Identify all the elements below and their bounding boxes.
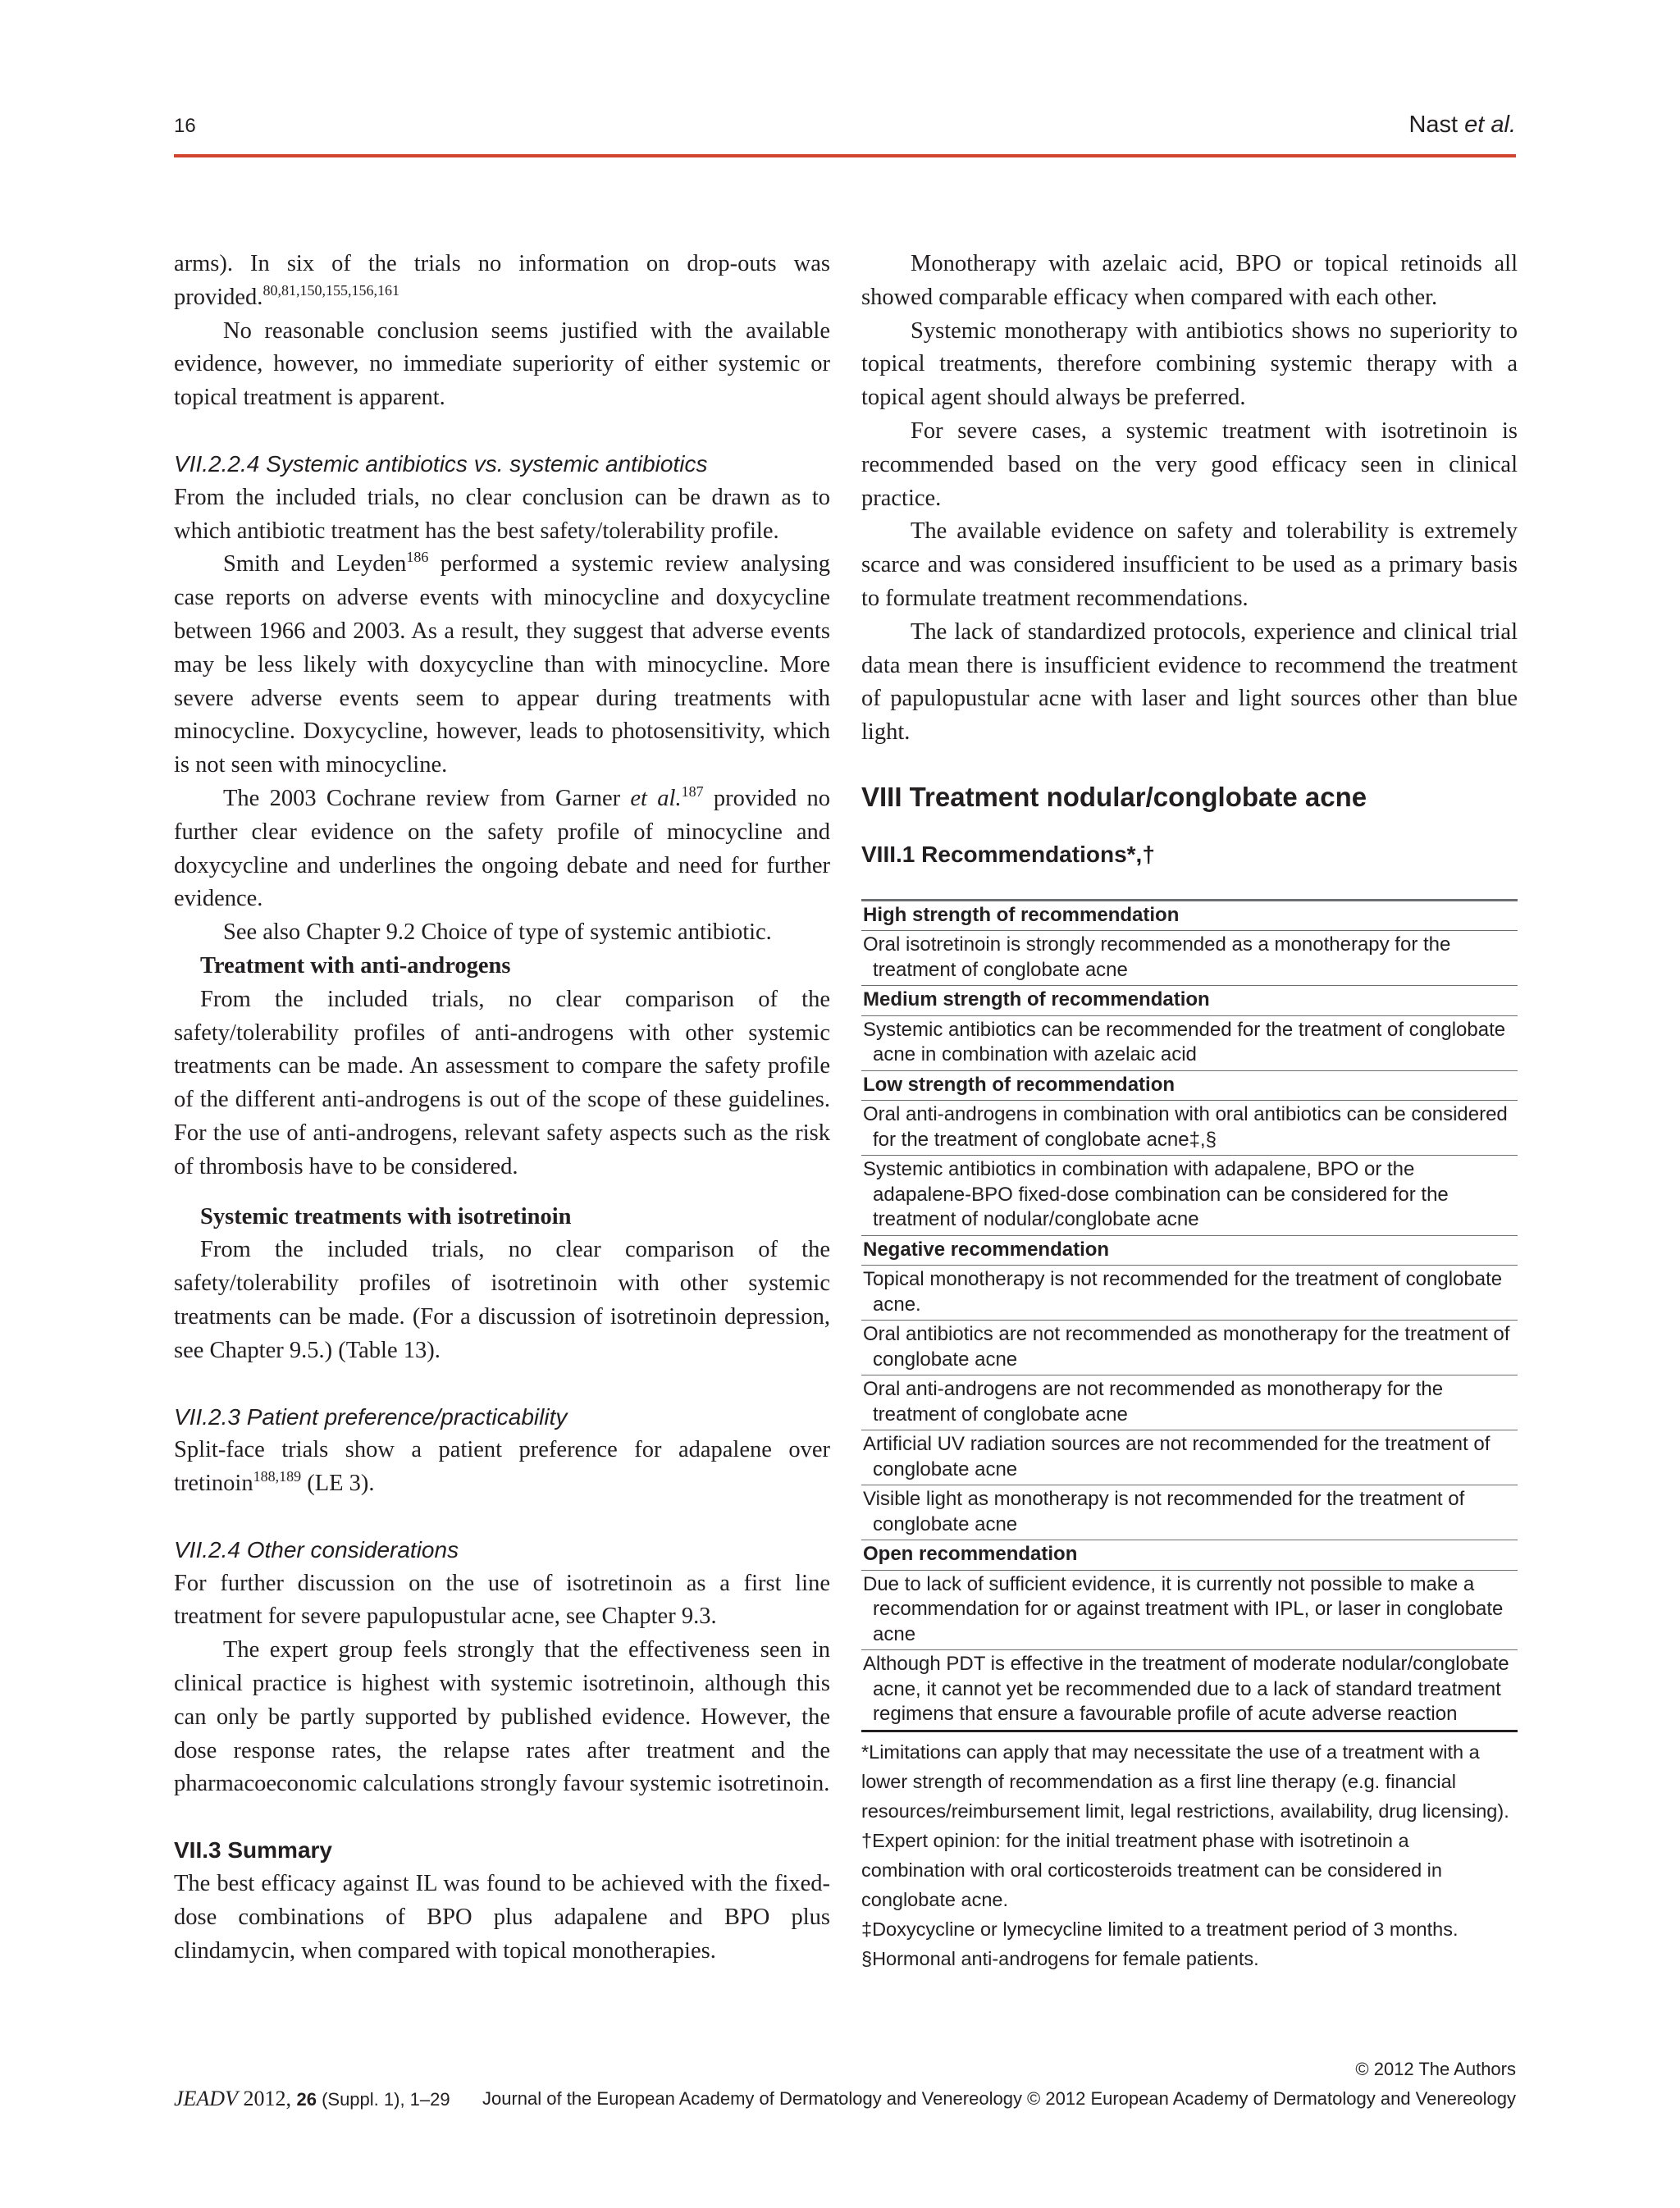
footnote: *Limitations can apply that may necessitate the use of a treatment with a lower strength of recommendation as a first line therapy (e.g. financial resources/reimbursement limit, legal restrictions, availability, drug licensing). bbox=[861, 1740, 1509, 1822]
table-row bbox=[861, 1375, 1518, 1430]
paragraph: The best efficacy against IL was found to be achieved with the fixed-dose combinations of BPO plus adapalene and BPO plus clindamycin, when compared with topical monotherapies. bbox=[174, 1871, 830, 1964]
table-row bbox=[861, 1266, 1518, 1321]
recommendation-text: Systemic antibiotics can be recommended for the treatment of conglobate acne in combination with azelaic acid bbox=[863, 1018, 1506, 1066]
paragraph: The lack of standardized protocols, experience and clinical trial data mean there is insufficient evidence to recommend the treatment of papulopustular acne with laser and light sources other than blue light. bbox=[861, 618, 1518, 746]
paragraph-text: The 2003 Cochrane review from Garner bbox=[223, 785, 631, 811]
footer-citation bbox=[174, 2087, 450, 2111]
paragraph-text: (LE 3). bbox=[301, 1471, 375, 1497]
recommendation-text: Artificial UV radiation sources are not recommended for the treatment of conglobate acne bbox=[863, 1433, 1491, 1480]
table-row bbox=[861, 1540, 1518, 1571]
header-rule bbox=[174, 154, 1516, 157]
footer-year: 2012, bbox=[237, 2087, 297, 2110]
paragraph: The available evidence on safety and tolerability is extremely scarce and was considered insufficient to be used as a primary basis to formulate treatment recommendations. bbox=[861, 518, 1518, 611]
recommendation-text: Visible light as monotherapy is not recommended for the treatment of conglobate acne bbox=[863, 1488, 1465, 1535]
subheading: Systemic treatments with isotretinoin bbox=[200, 1203, 572, 1229]
section-heading: VII.2.4 Other considerations bbox=[174, 1536, 459, 1562]
recommendation-text: Oral isotretinoin is strongly recommended as a monotherapy for the treatment of conglobate acne bbox=[863, 933, 1451, 981]
table-row bbox=[861, 1650, 1518, 1731]
paragraph: The expert group feels strongly that the effectiveness seen in clinical practice is highest with systemic isotretinoin, although this can only be partly supported by published evidence. However, the dose response rates, the relapse rates after treatment and the pharmacoeconomic calculations strongly favour systemic isotretinoin. bbox=[174, 1637, 830, 1797]
section-heading: VIII Treatment nodular/conglobate acne bbox=[861, 781, 1367, 812]
citation: 80,81,150,155,156,161 bbox=[262, 281, 399, 299]
strength-band-medium: Medium strength of recommendation bbox=[861, 986, 1518, 1016]
recommendation-text: Although PDT is effective in the treatment of moderate nodular/conglobate acne, it cannot yet be recommended due to a lack of standard treatment regimens that ensure a favourable profile of acute adverse reaction bbox=[863, 1653, 1509, 1726]
strength-band-open: Open recommendation bbox=[861, 1540, 1518, 1571]
paragraph bbox=[174, 782, 830, 916]
recommendations-table bbox=[861, 899, 1518, 1732]
running-head-author: Nast bbox=[1408, 112, 1465, 138]
paragraph: From the included trials, no clear conclusion can be drawn as to which antibiotic treatment has the best safety/tolerability profile. bbox=[174, 484, 830, 544]
table-row bbox=[861, 1430, 1518, 1485]
paragraph: From the included trials, no clear comparison of the safety/tolerability profiles of isotretinoin with other systemic treatments can be made. (For a discussion of isotretinoin depression, see Chapter 9.5.) (Table 13). bbox=[174, 1237, 830, 1363]
footnote: §Hormonal anti-androgens for female patients. bbox=[861, 1947, 1259, 1969]
running-head bbox=[1408, 112, 1516, 139]
footnote: ‡Doxycycline or lymecycline limited to a treatment period of 3 months. bbox=[861, 1918, 1459, 1940]
table-row bbox=[861, 1101, 1518, 1156]
section-heading: VII.3 Summary bbox=[174, 1837, 332, 1864]
paragraph-text: Split-face trials show a patient preference for adapalene over tretinoin bbox=[174, 1437, 830, 1497]
recommendation-text: Topical monotherapy is not recommended for the treatment of conglobate acne. bbox=[863, 1268, 1503, 1316]
table-row bbox=[861, 900, 1518, 931]
running-head-etal: et al. bbox=[1464, 112, 1516, 138]
table-footnotes bbox=[861, 1737, 1518, 1973]
left-column bbox=[174, 248, 830, 1968]
recommendation-text: Systemic antibiotics in combination with adapalene, BPO or the adapalene-BPO fixed-dose combination can be considered for the treatment of nodular/conglobate acne bbox=[863, 1158, 1449, 1231]
journal-abbrev: JEADV bbox=[174, 2087, 238, 2110]
paragraph-text: arms). In six of the trials no information on drop-outs was provided. bbox=[174, 251, 830, 310]
paragraph: Monotherapy with azelaic acid, BPO or topical retinoids all showed comparable efficacy when compared with each other. bbox=[861, 251, 1518, 310]
citation: 186 bbox=[406, 549, 429, 566]
paragraph bbox=[174, 248, 830, 315]
footer-journal-name: Journal of the European Academy of Dermatology and Venereology © 2012 European Academy of Dermatology and Venereology bbox=[482, 2088, 1516, 2109]
table-row bbox=[861, 986, 1518, 1016]
citation: 187 bbox=[681, 782, 704, 800]
page-number: 16 bbox=[174, 115, 196, 137]
section-heading: VIII.1 Recommendations*,† bbox=[861, 841, 1155, 867]
recommendation-text: Oral antibiotics are not recommended as monotherapy for the treatment of conglobate acne bbox=[863, 1323, 1510, 1371]
paragraph: Systemic monotherapy with antibiotics shows no superiority to topical treatments, therefore combining systemic therapy with a topical agent should always be preferred. bbox=[861, 317, 1518, 411]
paragraph bbox=[174, 1434, 830, 1501]
table-row bbox=[861, 1015, 1518, 1070]
footer-volume: 26 bbox=[296, 2089, 317, 2110]
recommendation-text: Due to lack of sufficient evidence, it is currently not possible to make a recommendation for or against treatment with IPL, or laser in conglobate acne bbox=[863, 1572, 1504, 1645]
strength-band-negative: Negative recommendation bbox=[861, 1235, 1518, 1266]
paragraph-text: performed a systemic review analysing case reports on adverse events with minocycline and doxycycline between 1966 and 2003. As a result, they suggest that adverse events may be less likely with doxycycline than with minocycline. More severe adverse events seem to appear during treatments with minocycline. Doxycycline, however, leads to photosensitivity, which is not seen with minocycline. bbox=[174, 551, 831, 778]
footer-copyright: © 2012 The Authors bbox=[1355, 2059, 1516, 2079]
paragraph-text: Smith and Leyden bbox=[223, 551, 407, 577]
paragraph: For severe cases, a systemic treatment with isotretinoin is recommended based on the very good efficacy seen in clinical practice. bbox=[861, 417, 1518, 511]
paragraph: No reasonable conclusion seems justified with the available evidence, however, no immediate superiority of either systemic or topical treatment is apparent. bbox=[174, 317, 830, 411]
section-heading: VII.2.3 Patient preference/practicability bbox=[174, 1403, 568, 1430]
table-row bbox=[861, 1070, 1518, 1101]
footer-range: (Suppl. 1), 1–29 bbox=[316, 2089, 450, 2110]
footnote: †Expert opinion: for the initial treatment phase with isotretinoin a combination with oral corticosteroids treatment can be considered in conglobate acne. bbox=[861, 1829, 1442, 1910]
strength-band-high: High strength of recommendation bbox=[861, 900, 1518, 931]
section-heading: VII.2.2.4 Systemic antibiotics vs. systemic antibiotics bbox=[174, 450, 708, 477]
recommendation-text: Oral anti-androgens in combination with oral antibiotics can be considered for the treatment of conglobate acne‡,§ bbox=[863, 1103, 1508, 1151]
subheading: Treatment with anti-androgens bbox=[200, 952, 511, 979]
table-row bbox=[861, 1235, 1518, 1266]
recommendation-text: Oral anti-androgens are not recommended as monotherapy for the treatment of conglobate acne bbox=[863, 1378, 1444, 1426]
paragraph bbox=[174, 548, 830, 782]
table-row bbox=[861, 1570, 1518, 1650]
paragraph: For further discussion on the use of isotretinoin as a first line treatment for severe papulopustular acne, see Chapter 9.3. bbox=[174, 1570, 830, 1630]
table-row bbox=[861, 931, 1518, 986]
paragraph: From the included trials, no clear comparison of the safety/tolerability profiles of anti-androgens with other systemic treatments can be made. An assessment to compare the safety profile of the different anti-androgens is out of the scope of these guidelines. For the use of anti-androgens, relevant safety aspects such as the risk of thrombosis have to be considered. bbox=[174, 986, 830, 1179]
table-row bbox=[861, 1321, 1518, 1375]
table-row bbox=[861, 1156, 1518, 1236]
paragraph-text: provided no further clear evidence on the safety profile of minocycline and doxycycline and underlines the ongoing debate and need for further evidence. bbox=[174, 785, 830, 912]
right-column bbox=[861, 248, 1518, 1973]
paragraph: See also Chapter 9.2 Choice of type of systemic antibiotic. bbox=[223, 919, 772, 946]
table-row bbox=[861, 1485, 1518, 1540]
strength-band-low: Low strength of recommendation bbox=[861, 1070, 1518, 1101]
citation: 188,189 bbox=[253, 1468, 302, 1485]
paragraph-text: et al. bbox=[630, 785, 682, 811]
